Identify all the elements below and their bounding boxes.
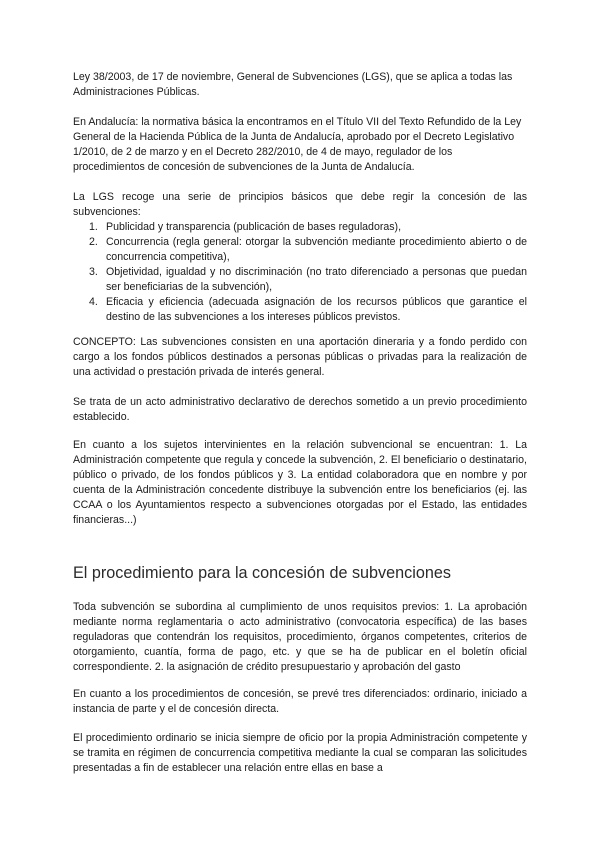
paragraph-sujetos: En cuanto a los sujetos intervinientes en la relación subvencional se encuentran: 1. La Administración competente que regula y concede la subvención, 2. El beneficiario o destinatario, público o privado, de los fondos públicos y 3. La entidad colaboradora que en nombre y por cuenta de la Administración concedente distribuye la subvención entre los beneficiarios (ej. las CCAA o los Ayuntamientos respecto a subvenciones otorgadas por el Estado, las entidades financieras...) xyxy=(73,439,527,526)
paragraph-andalucia: En Andalucía: la normativa básica la encontramos en el Título VII del Texto Refundido de la Ley General de la Hacienda Pública de la Junta de Andalucía, aprobado por el Decreto Legislativo 1/2010, de 2 de marzo y en el Decreto 282/2010, de 4 de mayo, regulador de los procedimientos de concesión de subvenciones de la Junta de Andalucía. xyxy=(73,116,522,173)
list-item-number: 2. xyxy=(89,236,98,248)
section-heading: El procedimiento para la concesión de subvenciones xyxy=(73,564,451,582)
list-item xyxy=(73,265,527,295)
list-item-text: Objetividad, igualdad y no discriminación (no trato diferenciado a personas que puedan ser beneficiarias de la subvención), xyxy=(106,266,527,293)
list-item xyxy=(73,295,527,325)
list-item-number: 4. xyxy=(89,296,98,308)
list-item-text: Publicidad y transparencia (publicación de bases reguladoras), xyxy=(106,221,402,233)
paragraph-acto-administrativo: Se trata de un acto administrativo declarativo de derechos sometido a un previo procedimiento establecido. xyxy=(73,396,527,423)
list-item-number: 1. xyxy=(89,221,98,233)
list-item-number: 3. xyxy=(89,266,98,278)
list-item-text: Eficacia y eficiencia (adecuada asignación de los recursos públicos que garantice el destino de las subvenciones a los intereses públicos previstos. xyxy=(106,296,527,323)
list-item-text: Concurrencia (regla general: otorgar la subvención mediante procedimiento abierto o de concurrencia competitiva), xyxy=(106,236,527,263)
paragraph-ordinario: El procedimiento ordinario se inicia siempre de oficio por la propia Administración competente y se tramita en régimen de concurrencia competitiva mediante la cual se comparan las solicitudes presentadas a fin de establecer una relación entre ellas en base a xyxy=(73,732,527,774)
paragraph-principles-intro: La LGS recoge una serie de principios básicos que debe regir la concesión de las subvenciones: xyxy=(73,191,527,218)
paragraph-procedimientos: En cuanto a los procedimientos de concesión, se prevé tres diferenciados: ordinario, iniciado a instancia de parte y el de concesión directa. xyxy=(73,688,527,715)
principles-list xyxy=(73,220,527,325)
paragraph-concepto: CONCEPTO: Las subvenciones consisten en una aportación dineraria y a fondo perdido con cargo a los fondos públicos destinados a personas públicas o privadas para la realización de una actividad o prestación privada de interés general. xyxy=(73,336,527,378)
paragraph-lgs: Ley 38/2003, de 17 de noviembre, General de Subvenciones (LGS), que se aplica a todas las Administraciones Públicas. xyxy=(73,71,513,98)
list-item xyxy=(73,235,527,265)
list-item xyxy=(73,220,527,235)
paragraph-requisitos: Toda subvención se subordina al cumplimiento de unos requisitos previos: 1. La aprobación mediante norma reglamentaria o acto administrativo (convocatoria específica) de las bases reguladoras que contendrán los requisitos, procedimiento, órganos competentes, criterios de otorgamiento, cuantía, forma de pago, etc. y que se ha de publicar en el boletín oficial correspondiente. 2. la asignación de crédito presupuestario y aprobación del gasto xyxy=(73,601,527,673)
